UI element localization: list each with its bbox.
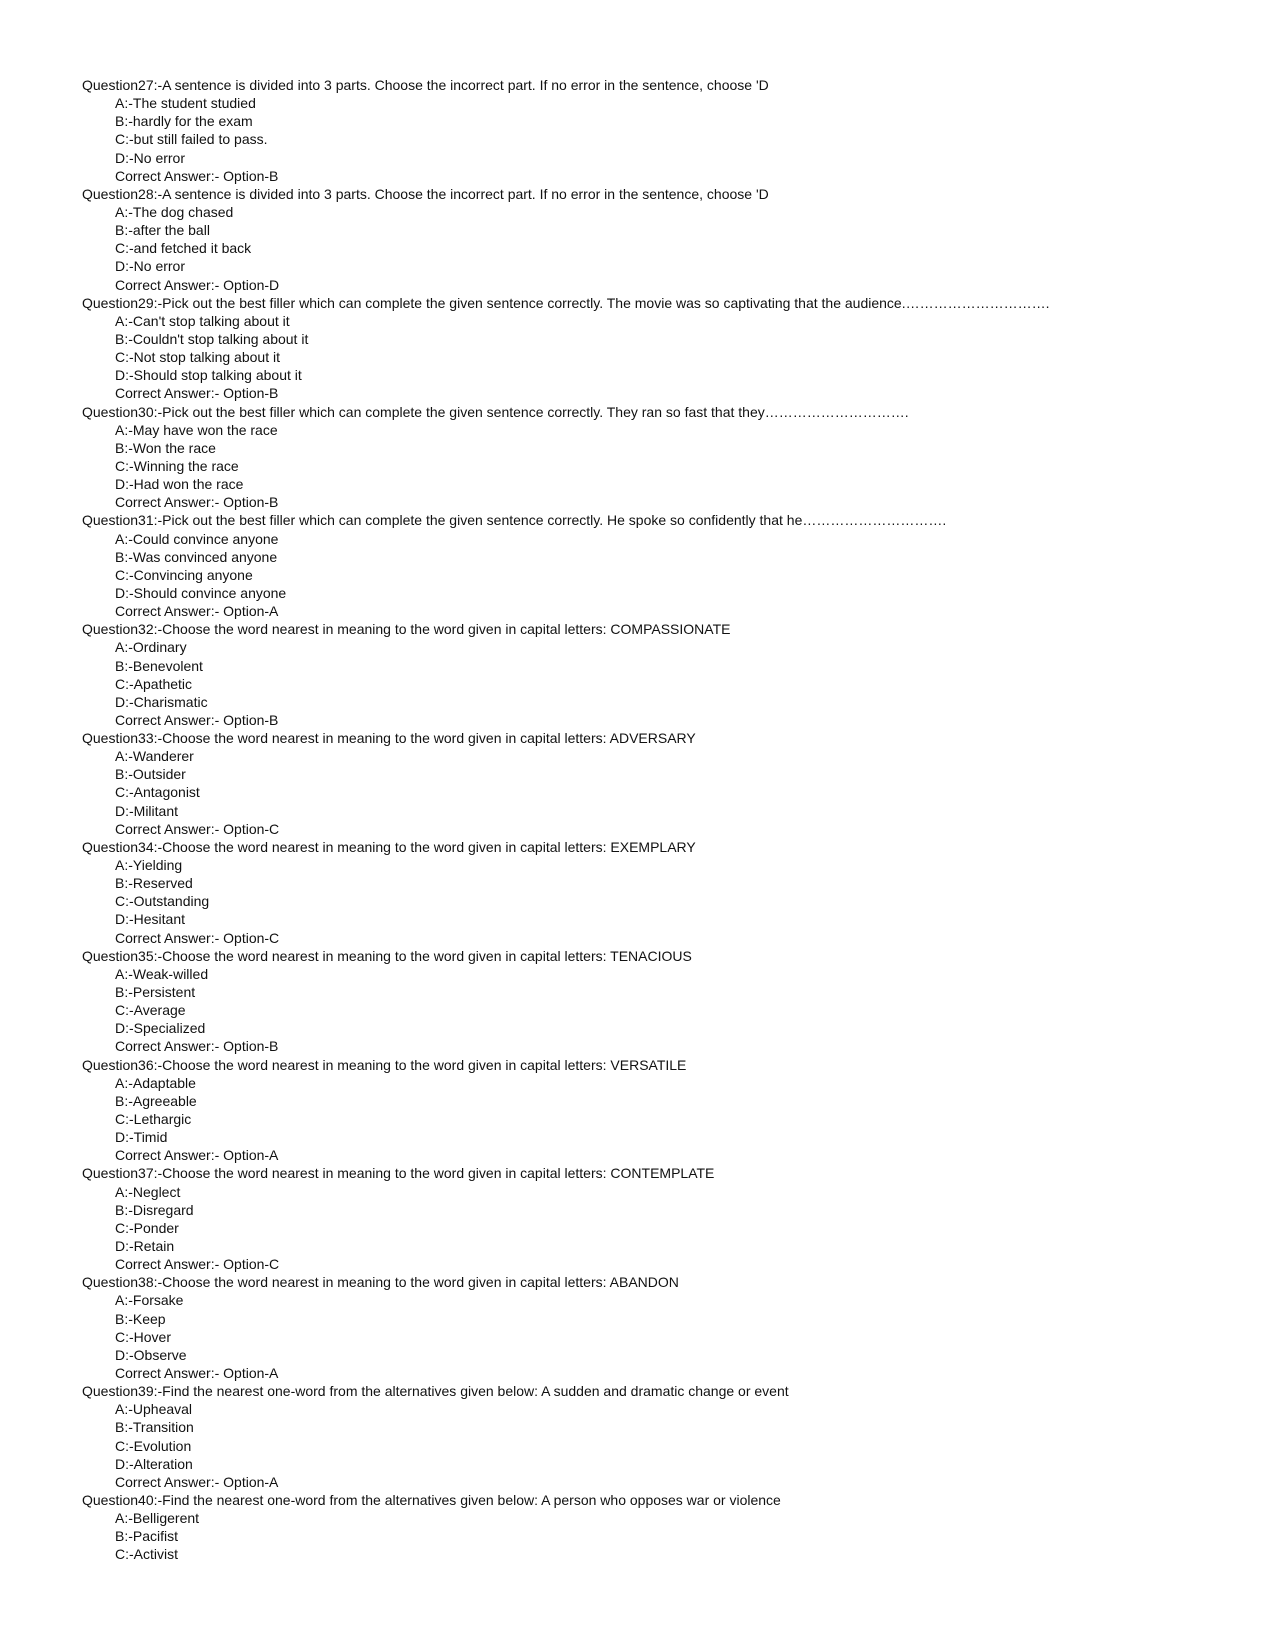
question-block [82, 511, 1235, 620]
answer-option: D:-Observe [115, 1346, 187, 1363]
correct-answer: Correct Answer:- Option-B [115, 167, 279, 184]
question-block [82, 620, 1235, 729]
answer-option: D:-No error [115, 258, 186, 275]
answer-option: C:-but still failed to pass. [115, 131, 268, 148]
answer-option: B:-Was convinced anyone [115, 548, 278, 565]
question-block [82, 838, 1235, 947]
question-list [82, 76, 1235, 1564]
correct-answer: Correct Answer:- Option-A [115, 1147, 279, 1164]
answer-option: D:-Hesitant [115, 911, 186, 928]
question-text: Question36:-Choose the word nearest in meaning to the word given in capital letters: VERSATILE [82, 1056, 687, 1073]
answer-option: B:-after the ball [115, 222, 210, 239]
answer-option: C:-Ponder [115, 1219, 179, 1236]
question-text: Question34:-Choose the word nearest in meaning to the word given in capital letters: EXEMPLARY [82, 838, 696, 855]
answer-option: B:-Couldn't stop talking about it [115, 330, 309, 347]
answer-option: B:-hardly for the exam [115, 113, 253, 130]
question-text: Question37:-Choose the word nearest in meaning to the word given in capital letters: CONTEMPLATE [82, 1165, 715, 1182]
answer-option: C:-Convincing anyone [115, 566, 253, 583]
answer-option: A:-Neglect [115, 1183, 181, 1200]
answer-option: D:-Retain [115, 1238, 175, 1254]
answer-option: A:-Can't stop talking about it [115, 312, 290, 329]
answer-option: D:-Militant [115, 802, 179, 819]
answer-option: D:-Should stop talking about it [115, 367, 302, 384]
answer-option: D:-Alteration [115, 1455, 193, 1472]
answer-option: B:-Persistent [115, 984, 196, 1001]
correct-answer: Correct Answer:- Option-B [115, 385, 279, 402]
answer-option: C:-Apathetic [115, 675, 193, 692]
answer-option: A:-Adaptable [115, 1074, 196, 1091]
answer-option: D:-Had won the race [115, 476, 244, 493]
correct-answer: Correct Answer:- Option-A [115, 1364, 279, 1381]
correct-answer: Correct Answer:- Option-C [115, 1256, 280, 1273]
correct-answer: Correct Answer:- Option-C [115, 929, 280, 946]
answer-option: C:-Winning the race [115, 457, 239, 474]
question-block [82, 729, 1235, 838]
answer-option: B:-Won the race [115, 439, 216, 456]
question-text: Question32:-Choose the word nearest in meaning to the word given in capital letters: COMPASSIONATE [82, 621, 731, 638]
question-block [82, 294, 1235, 403]
question-text: Question35:-Choose the word nearest in meaning to the word given in capital letters: TENACIOUS [82, 947, 692, 964]
answer-option: C:-Average [115, 1002, 186, 1019]
correct-answer: Correct Answer:- Option-B [115, 1038, 279, 1055]
answer-option: D:-Timid [115, 1129, 168, 1146]
question-block [82, 1382, 1235, 1491]
answer-option: A:-The dog chased [115, 203, 234, 220]
answer-option: A:-Forsake [115, 1292, 184, 1309]
answer-option: D:-Should convince anyone [115, 584, 287, 601]
answer-option: C:-Hover [115, 1328, 172, 1345]
correct-answer: Correct Answer:- Option-C [115, 820, 280, 837]
answer-option: B:-Keep [115, 1310, 166, 1327]
question-text: Question39:-Find the nearest one-word from the alternatives given below: A sudden and dramatic change or event [82, 1383, 789, 1400]
answer-option: A:-Could convince anyone [115, 530, 279, 547]
question-text: Question27:-A sentence is divided into 3 parts. Choose the incorrect part. If no error in the sentence, choose 'D [82, 77, 769, 93]
answer-option: B:-Pacifist [115, 1528, 179, 1545]
question-block [82, 1056, 1235, 1165]
question-block [82, 185, 1235, 294]
question-text: Question31:-Pick out the best filler which can complete the given sentence correctly. He spoke so confidently that he…………………………. [82, 512, 947, 529]
answer-option: A:-Wanderer [115, 748, 194, 765]
answer-option: D:-Charismatic [115, 693, 208, 710]
answer-option: D:-No error [115, 149, 186, 166]
answer-option: B:-Outsider [115, 766, 186, 783]
question-text: Question30:-Pick out the best filler which can complete the given sentence correctly. They ran so fast that they…………………………. [82, 403, 909, 420]
answer-option: A:-The student studied [115, 95, 256, 112]
correct-answer: Correct Answer:- Option-A [115, 603, 279, 620]
answer-option: C:-Not stop talking about it [115, 349, 280, 366]
question-text: Question40:-Find the nearest one-word from the alternatives given below: A person who opposes war or violence [82, 1491, 781, 1508]
question-text: Question33:-Choose the word nearest in meaning to the word given in capital letters: ADVERSARY [82, 730, 696, 747]
correct-answer: Correct Answer:- Option-B [115, 494, 279, 511]
answer-option: A:-May have won the race [115, 421, 278, 438]
answer-option: C:-Evolution [115, 1437, 192, 1454]
question-block [82, 947, 1235, 1056]
answer-option: B:-Benevolent [115, 657, 203, 674]
answer-option: C:-and fetched it back [115, 240, 252, 257]
answer-option: B:-Disregard [115, 1201, 194, 1218]
question-text: Question28:-A sentence is divided into 3 parts. Choose the incorrect part. If no error in the sentence, choose 'D [82, 185, 769, 202]
question-block [82, 1273, 1235, 1382]
question-text: Question38:-Choose the word nearest in meaning to the word given in capital letters: ABANDON [82, 1274, 679, 1291]
answer-option: A:-Ordinary [115, 639, 187, 656]
answer-option: C:-Activist [115, 1546, 178, 1563]
answer-option: B:-Agreeable [115, 1092, 197, 1109]
answer-option: B:-Transition [115, 1419, 194, 1436]
question-block [82, 76, 1235, 185]
answer-option: C:-Outstanding [115, 893, 210, 910]
answer-option: A:-Upheaval [115, 1401, 193, 1418]
answer-option: A:-Yielding [115, 857, 183, 874]
correct-answer: Correct Answer:- Option-B [115, 711, 279, 728]
question-block [82, 1491, 1235, 1564]
correct-answer: Correct Answer:- Option-A [115, 1473, 279, 1490]
answer-option: C:-Antagonist [115, 784, 200, 801]
correct-answer: Correct Answer:- Option-D [115, 276, 280, 293]
answer-option: B:-Reserved [115, 875, 193, 892]
answer-option: A:-Weak-willed [115, 965, 209, 982]
answer-option: C:-Lethargic [115, 1111, 192, 1128]
answer-option: D:-Specialized [115, 1020, 206, 1037]
question-block [82, 403, 1235, 512]
question-block [82, 1164, 1235, 1273]
question-text: Question29:-Pick out the best filler which can complete the given sentence correctly. The movie was so captivating that the audience.…………………………. [82, 294, 1050, 311]
answer-option: A:-Belligerent [115, 1510, 200, 1527]
